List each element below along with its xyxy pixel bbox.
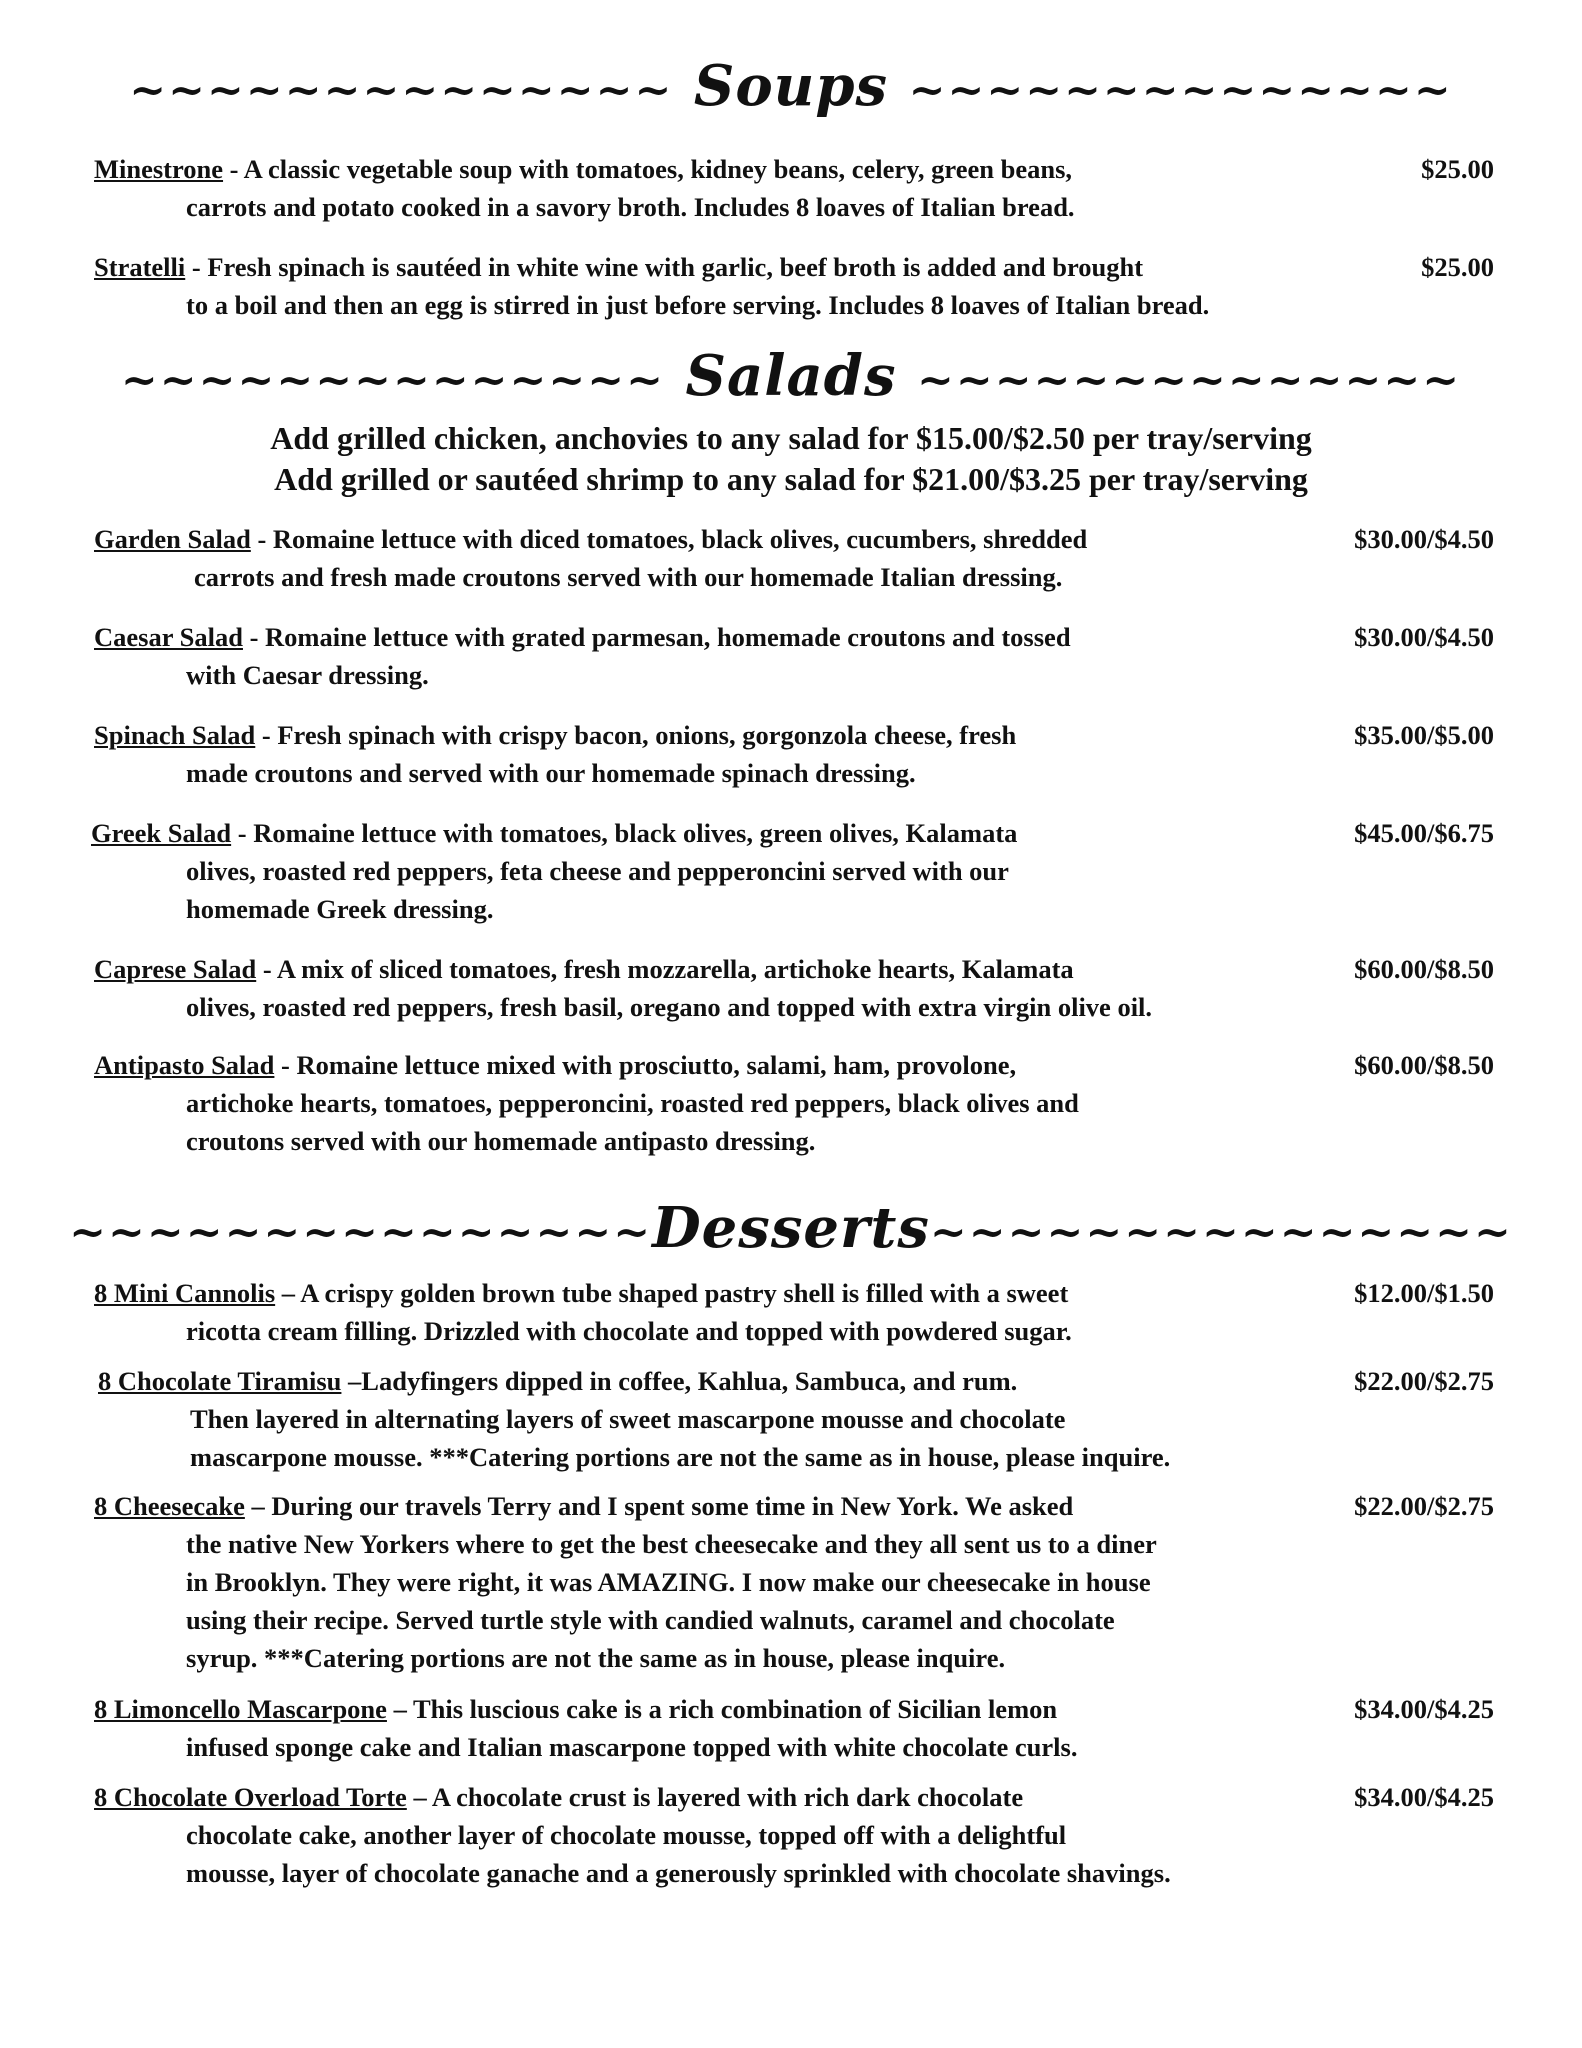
item-first-line (94, 1046, 1494, 1084)
item-first-line (94, 950, 1494, 988)
item-price: $60.00/$8.50 (1354, 954, 1494, 984)
menu-item-greek-salad (91, 814, 1494, 928)
item-name: 8 Limoncello Mascarpone (94, 1694, 387, 1724)
item-price: $30.00/$4.50 (1354, 524, 1494, 554)
item-price: $34.00/$4.25 (1354, 1782, 1494, 1812)
item-description-line: using their recipe. Served turtle style with candied walnuts, caramel and chocolate (186, 1605, 1115, 1635)
menu-item-spinach-salad (94, 716, 1494, 792)
item-separator: - (185, 252, 208, 282)
item-name: 8 Mini Cannolis (94, 1278, 276, 1308)
item-description-line: in Brooklyn. They were right, it was AMAZING. I now make our cheesecake in house (186, 1567, 1151, 1597)
item-name: 8 Chocolate Tiramisu (98, 1366, 342, 1396)
menu-item-mini-cannolis (94, 1274, 1494, 1350)
item-description-line: A crispy golden brown tube shaped pastry shell is filled with a sweet (300, 1278, 1069, 1308)
item-description-line: Ladyfingers dipped in coffee, Kahlua, Sambuca, and rum. (361, 1366, 1018, 1396)
item-first-line (94, 1274, 1494, 1312)
item-description-line: A classic vegetable soup with tomatoes, kidney beans, celery, green beans, (243, 154, 1073, 184)
menu-item-chocolate-overload-torte (94, 1778, 1494, 1892)
item-name: Minestrone (94, 154, 224, 184)
item-description-line: olives, roasted red peppers, fresh basil, oregano and topped with extra virgin olive oil. (186, 992, 1153, 1022)
item-name: 8 Chocolate Overload Torte (94, 1782, 407, 1812)
item-separator: – (386, 1694, 413, 1724)
item-name: Greek Salad (91, 818, 232, 848)
salads-tilde-left: ~~~~~~~~~~~~~~ (120, 355, 666, 406)
item-name: Garden Salad (94, 524, 251, 554)
item-first-line (94, 716, 1494, 754)
item-name: Spinach Salad (94, 720, 256, 750)
salads-title: Salads (685, 343, 897, 409)
item-description-line: infused sponge cake and Italian mascarpone topped with white chocolate curls. (186, 1732, 1078, 1762)
item-first-line (94, 618, 1494, 656)
item-description-line: Fresh spinach with crispy bacon, onions, gorgonzola cheese, fresh (277, 720, 1017, 750)
item-description-line: Then layered in alternating layers of sweet mascarpone mousse and chocolate (190, 1404, 1066, 1434)
item-description-line: made croutons and served with our homemade spinach dressing. (186, 758, 916, 788)
item-price: $30.00/$4.50 (1354, 622, 1494, 652)
item-description-line: the native New Yorkers where to get the best cheesecake and they all sent us to a diner (186, 1529, 1157, 1559)
item-first-line (94, 150, 1494, 188)
item-separator: - (231, 818, 254, 848)
salad-addon-note: Add grilled or sautéed shrimp to any salad for $21.00/$3.25 per tray/serving (274, 461, 1308, 497)
item-description-line: Romaine lettuce mixed with prosciutto, salami, ham, provolone, (296, 1050, 1017, 1080)
item-price: $35.00/$5.00 (1354, 720, 1494, 750)
item-separator: – (406, 1782, 432, 1812)
menu-item-caprese-salad (94, 950, 1494, 1026)
soups-tilde-right: ~~~~~~~~~~~~~~ (908, 65, 1453, 116)
item-description-line: During our travels Terry and I spent some time in New York. We asked (271, 1491, 1074, 1521)
menu-item-stratelli (94, 248, 1494, 324)
item-separator: – (244, 1491, 272, 1521)
item-description-line: ricotta cream filling. Drizzled with chocolate and topped with powdered sugar. (186, 1316, 1072, 1346)
item-description-line: carrots and fresh made croutons served with our homemade Italian dressing. (194, 562, 1063, 592)
item-name: Antipasto Salad (94, 1050, 275, 1080)
item-description-line: with Caesar dressing. (186, 660, 429, 690)
item-price: $22.00/$2.75 (1354, 1366, 1494, 1396)
salads-tilde-right: ~~~~~~~~~~~~~~ (916, 355, 1462, 406)
item-description-line: mousse, layer of chocolate ganache and a generously sprinkled with chocolate shavings. (186, 1858, 1171, 1888)
item-description-line: Fresh spinach is sautéed in white wine with garlic, beef broth is added and brought (207, 252, 1144, 282)
item-price: $34.00/$4.25 (1354, 1694, 1494, 1724)
desserts-heading (0, 1196, 1582, 1265)
item-description-line: artichoke hearts, tomatoes, pepperoncini, roasted red peppers, black olives and (186, 1088, 1079, 1118)
salad-addon-notes (0, 418, 1582, 500)
soups-heading (0, 54, 1582, 123)
desserts-tilde-right: ~~~~~~~~~~~~~~~ (929, 1207, 1513, 1258)
item-description-line: This luscious cake is a rich combination of Sicilian lemon (412, 1694, 1058, 1724)
item-first-line (94, 248, 1494, 286)
item-separator: - (274, 1050, 297, 1080)
salads-heading (0, 344, 1582, 413)
menu-item-garden-salad (94, 520, 1494, 596)
item-price: $12.00/$1.50 (1354, 1278, 1494, 1308)
item-name: 8 Cheesecake (94, 1491, 245, 1521)
item-description-line: mascarpone mousse. ***Catering portions are not the same as in house, please inquire. (190, 1442, 1171, 1472)
desserts-tilde-left: ~~~~~~~~~~~~~~~ (69, 1207, 653, 1258)
item-price: $25.00 (1421, 252, 1494, 282)
item-description-line: Romaine lettuce with diced tomatoes, black olives, cucumbers, shredded (272, 524, 1088, 554)
item-name: Stratelli (94, 252, 186, 282)
menu-item-cheesecake (94, 1487, 1494, 1677)
item-price: $22.00/$2.75 (1354, 1491, 1494, 1521)
item-price: $25.00 (1421, 154, 1494, 184)
item-first-line (94, 520, 1494, 558)
menu-item-antipasto-salad (94, 1046, 1494, 1160)
menu-item-caesar-salad (94, 618, 1494, 694)
item-description-line: A mix of sliced tomatoes, fresh mozzarella, artichoke hearts, Kalamata (276, 954, 1074, 984)
item-first-line (94, 1690, 1494, 1728)
soups-tilde-left: ~~~~~~~~~~~~~~ (129, 65, 674, 116)
menu-item-limoncello-mascarpone (94, 1690, 1494, 1766)
salad-addon-note: Add grilled chicken, anchovies to any salad for $15.00/$2.50 per tray/serving (270, 420, 1312, 456)
item-name: Caprese Salad (94, 954, 257, 984)
soups-title: Soups (693, 53, 889, 119)
item-description-line: croutons served with our homemade antipasto dressing. (186, 1126, 816, 1156)
item-separator: - (250, 524, 273, 554)
item-first-line (94, 1778, 1494, 1816)
item-price: $45.00/$6.75 (1354, 818, 1494, 848)
item-separator: - (256, 954, 277, 984)
item-first-line (91, 814, 1494, 852)
item-first-line (94, 1362, 1494, 1400)
item-name: Caesar Salad (94, 622, 243, 652)
item-first-line (94, 1487, 1494, 1525)
menu-item-chocolate-tiramisu (94, 1362, 1494, 1476)
desserts-title: Desserts (652, 1195, 930, 1261)
item-description-line: syrup. ***Catering portions are not the same as in house, please inquire. (186, 1643, 1006, 1673)
item-separator: – (341, 1366, 362, 1396)
item-separator: - (255, 720, 278, 750)
item-description-line: Romaine lettuce with grated parmesan, homemade croutons and tossed (265, 622, 1071, 652)
item-price: $60.00/$8.50 (1354, 1050, 1494, 1080)
item-separator: - (242, 622, 266, 652)
item-description-line: carrots and potato cooked in a savory broth. Includes 8 loaves of Italian bread. (186, 192, 1075, 222)
item-separator: – (275, 1278, 301, 1308)
item-description-line: Romaine lettuce with tomatoes, black olives, green olives, Kalamata (253, 818, 1018, 848)
item-description-line: olives, roasted red peppers, feta cheese and pepperoncini served with our (186, 856, 1009, 886)
menu-item-minestrone (94, 150, 1494, 226)
item-description-line: chocolate cake, another layer of chocolate mousse, topped off with a delightful (186, 1820, 1067, 1850)
item-description-line: A chocolate crust is layered with rich dark chocolate (431, 1782, 1024, 1812)
item-description-line: homemade Greek dressing. (186, 894, 494, 924)
item-separator: - (223, 154, 244, 184)
item-description-line: to a boil and then an egg is stirred in just before serving. Includes 8 loaves of Italian bread. (186, 290, 1210, 320)
